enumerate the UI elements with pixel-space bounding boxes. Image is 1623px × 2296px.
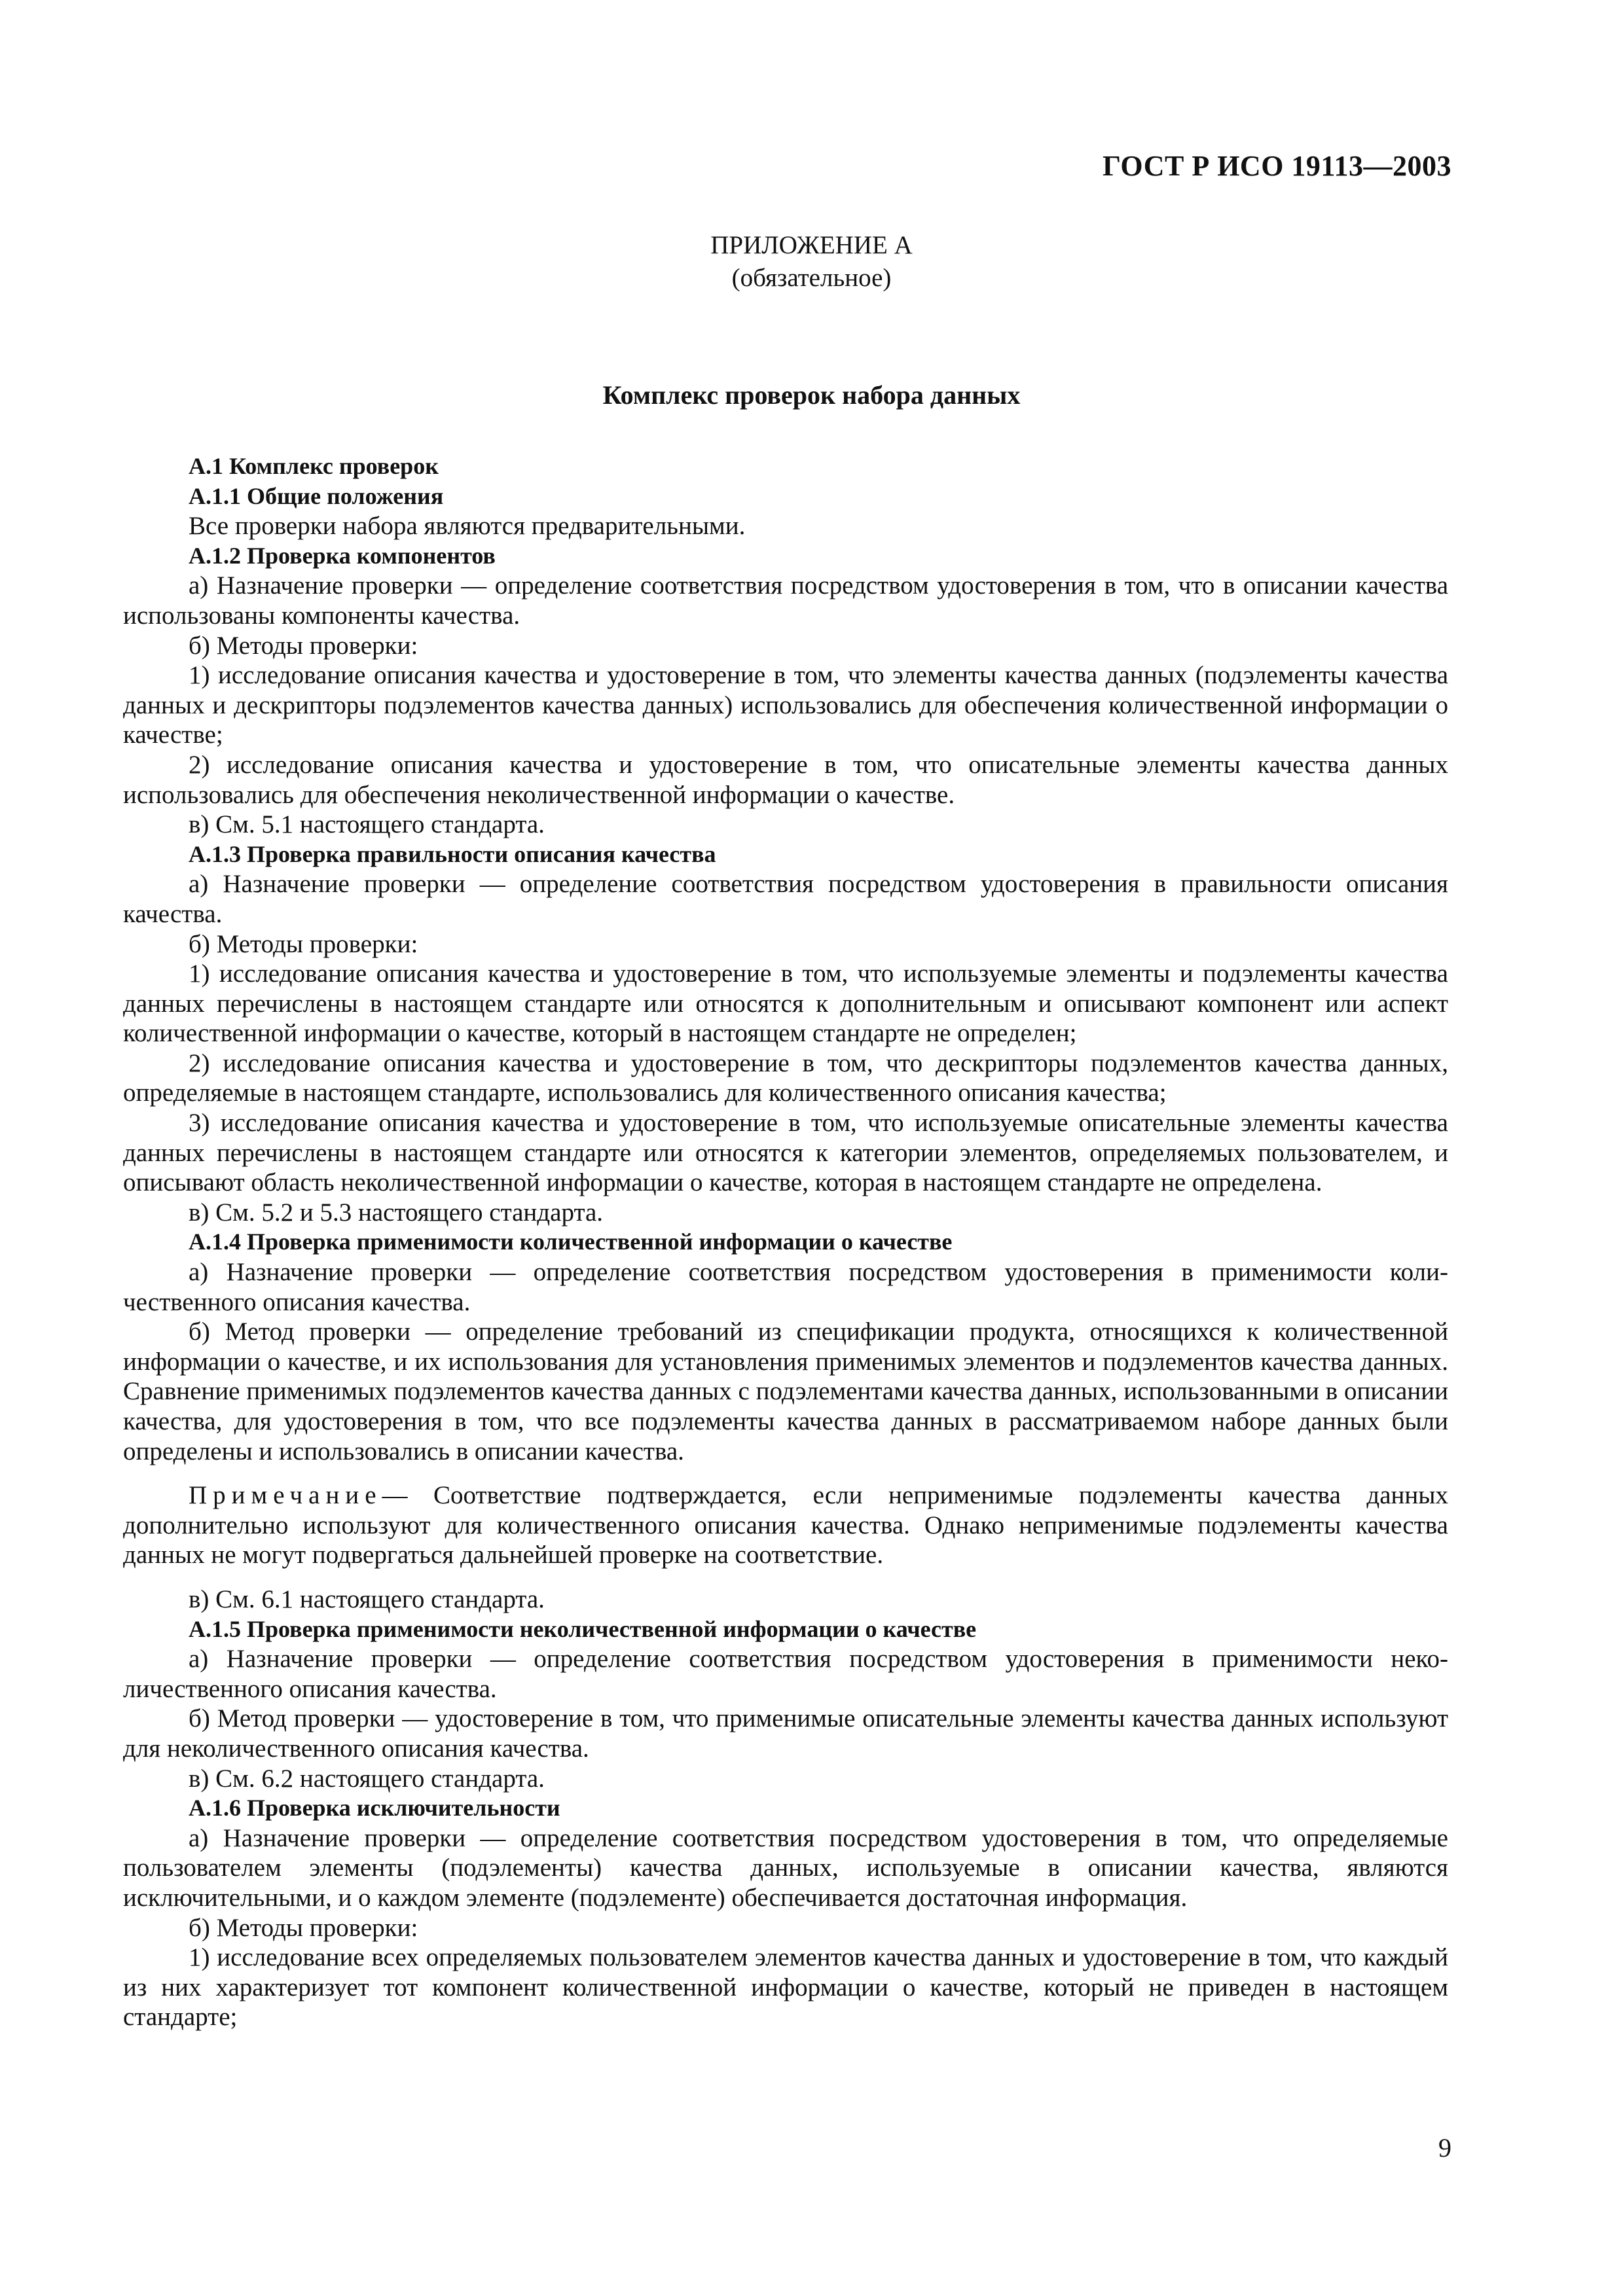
body-paragraph: б) Методы проверки: xyxy=(189,929,418,958)
section-heading: А.1.3 Проверка правильности описания качества xyxy=(189,840,716,867)
body-paragraph: 1) исследование описания качества и удостоверение в том, что элементы качества данных (подэлементы качества данных и дескрипторы подэлементов качества данных) использовались для обеспечения количественной информации о качестве; xyxy=(123,661,1448,749)
body-paragraph: в) См. 5.1 настоящего стандарта. xyxy=(189,810,545,839)
body-paragraph: 2) исследование описания качества и удостоверение в том, что описательные элементы качества данных использовались для обеспечения неколичественной информации о качестве. xyxy=(123,750,1448,809)
note-paragraph xyxy=(123,1480,1448,1570)
section-heading: А.1 Комплекс проверок xyxy=(189,453,439,479)
body-paragraph: в) См. 6.1 настоящего стандарта. xyxy=(189,1585,545,1613)
section-heading: А.1.5 Проверка применимости неколичественной информации о качестве xyxy=(189,1615,977,1642)
section-heading: А.1.4 Проверка применимости количественной информации о качестве xyxy=(189,1229,953,1255)
body-paragraph: Все проверки набора являются предварительными. xyxy=(189,512,746,541)
document-body xyxy=(123,452,1448,2032)
body-paragraph: б) Методы проверки: xyxy=(189,1913,418,1942)
body-paragraph: б) Методы проверки: xyxy=(189,631,418,660)
body-paragraph: 3) исследование описания качества и удостоверение в том, что используемые описательные элементы качества данных перечислены в настоящем стандарте или относятся к категории элементов, определяемых пользователем, и описывают область неколичественной информации о качестве, которая в настоящем стандарте не определена. xyxy=(123,1109,1448,1197)
body-paragraph: в) См. 5.2 и 5.3 настоящего стандарта. xyxy=(189,1198,604,1227)
section-heading: А.1.6 Проверка исключительности xyxy=(189,1795,560,1821)
section-title: Комплекс проверок набора данных xyxy=(602,380,1021,410)
page-number: 9 xyxy=(1438,2133,1451,2162)
body-paragraph: б) Метод проверки — определение требований из спецификации продукта, относящихся к количественной информации о качестве, и их использования для установления применимых элементов и подэлементов качества данных. Сравнение применимых подэлементов качества данных с подэлементами качества данных, использованными в описании качества, для удостоверения в том, что все подэлементы качества данных в рассматриваемом наборе данных были определены и использовались в описании качества. xyxy=(123,1318,1448,1465)
annex-label: ПРИЛОЖЕНИЕ А xyxy=(710,231,913,259)
note-label: Примечание xyxy=(189,1481,382,1510)
body-paragraph: а) Назначение проверки — определение соответствия посредством удостоверения в том, что определяемые пользователем элементы (подэлементы) качества данных, используемые в описании качества, являются исключительными, и о каждом элементе (подэлементе) обеспечивается достаточная информация. xyxy=(123,1823,1448,1912)
body-paragraph: 2) исследование описания качества и удостоверение в том, что дескрипторы подэлементов качества данных, определяемые в настоящем стандарте, использовались для количественного описания качества; xyxy=(123,1049,1448,1107)
document-code: ГОСТ Р ИСО 19113—2003 xyxy=(1103,150,1451,182)
annex-heading xyxy=(0,229,1623,295)
note-text: — Соответствие подтверждается, если неприменимые подэлементы качества данных дополнительно используют для количественного описания качества. Однако неприменимые подэлементы качества данных не могут подвергаться дальнейшей проверке на соответствие. xyxy=(123,1481,1448,1570)
body-paragraph: 1) исследование описания качества и удостоверение в том, что используемые элементы и подэлементы качества данных перечислены в настоящем стандарте или относятся к дополнительным и описывают компонент или аспект количественной информации о качестве, который в настоящем стандарте не определен; xyxy=(123,960,1448,1048)
body-paragraph: а) Назначение проверки — определение соответствия посредством удостоверения в правильности описания качества. xyxy=(123,870,1448,928)
body-paragraph: 1) исследование всех определяемых пользователем элементов качества данных и удостоверение в том, что каждый из них характеризует тот компонент количественной информации о качестве, который не приведен в настоящем стандарте; xyxy=(123,1943,1448,2032)
body-paragraph: а) Назначение проверки — определение соответствия посредством удостоверения в том, что в описании качества использованы компоненты качества. xyxy=(123,571,1448,630)
body-paragraph: в) См. 6.2 настоящего стандарта. xyxy=(189,1764,545,1793)
body-paragraph: а) Назначение проверки — определение соответствия посредством удостоверения в применимости неколичественного описания качества. xyxy=(123,1645,1448,1703)
annex-status: (обязательное) xyxy=(731,264,892,292)
section-heading: А.1.2 Проверка компонентов xyxy=(189,542,496,569)
body-paragraph: а) Назначение проверки — определение соответствия посредством удостоверения в применимости количественного описания качества. xyxy=(123,1258,1448,1316)
body-paragraph: б) Метод проверки — удостоверение в том, что применимые описательные элементы качества данных используют для неколичественного описания качества. xyxy=(123,1704,1448,1763)
section-heading: А.1.1 Общие положения xyxy=(189,482,444,509)
